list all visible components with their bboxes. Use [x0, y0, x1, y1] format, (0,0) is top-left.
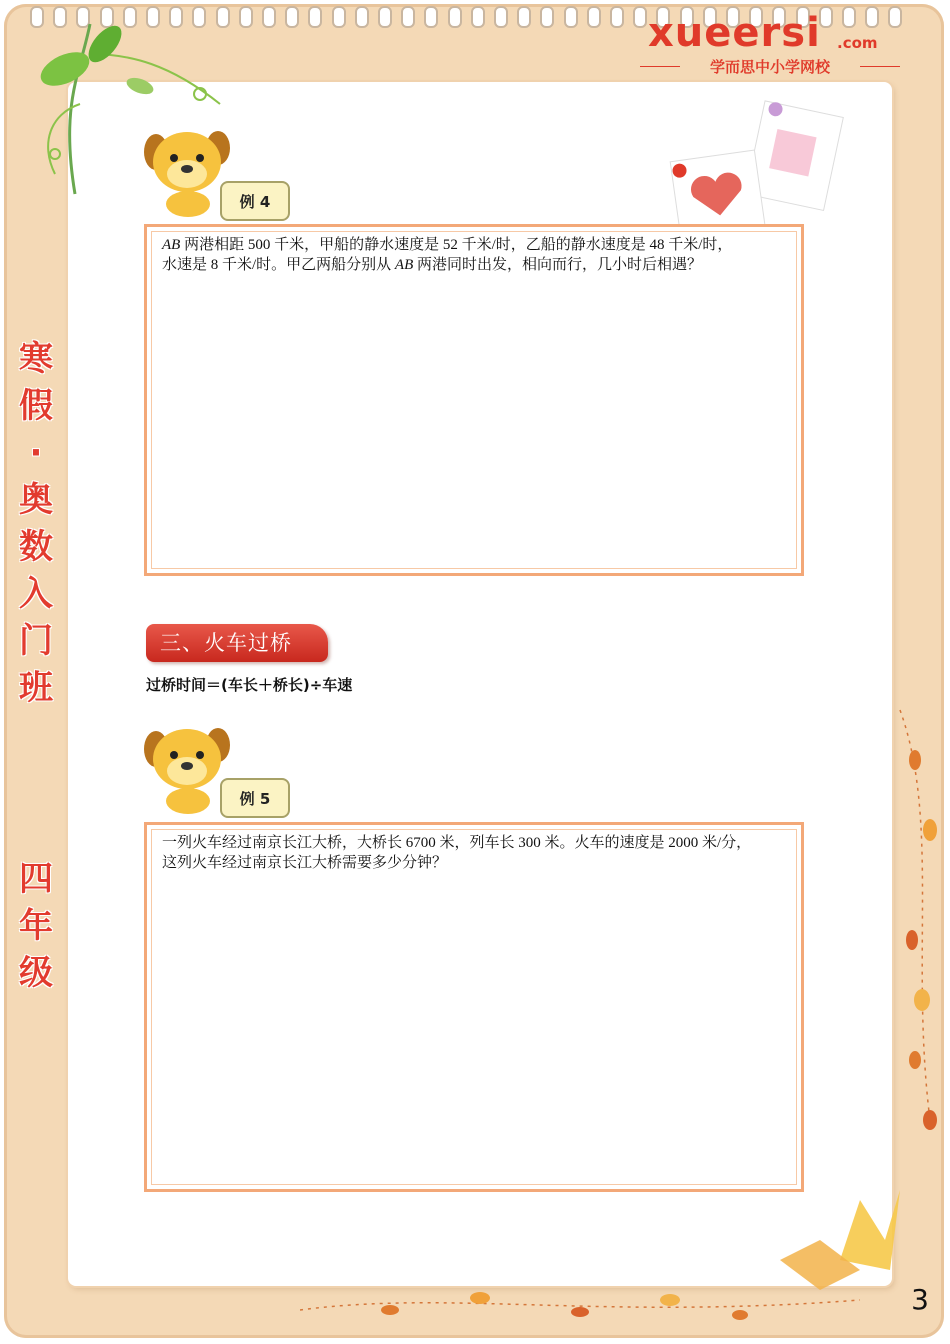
example-5-label: 例 5	[220, 778, 290, 818]
dog-mascot-icon	[142, 721, 232, 816]
xueersi-logo	[640, 6, 910, 76]
binding-ring	[285, 6, 299, 28]
example-4-var-ab-2: AB	[394, 257, 414, 273]
section-heading: 三、火车过桥	[146, 624, 328, 662]
course-title-char: 寒	[19, 339, 53, 379]
mascot-example-4	[142, 124, 292, 224]
grade-char: 级	[19, 953, 53, 993]
binding-ring	[308, 6, 322, 28]
course-title-char: 假	[19, 386, 53, 426]
binding-ring	[448, 6, 462, 28]
logo-suffix: .com	[837, 34, 878, 52]
course-title-char: 班	[19, 668, 53, 708]
grade-char: 四	[19, 859, 53, 899]
bridge-formula: 过桥时间＝(车长＋桥长)÷车速	[146, 676, 353, 694]
example-4-label: 例 4	[220, 181, 290, 221]
binding-ring	[332, 6, 346, 28]
binding-ring	[517, 6, 531, 28]
logo-wordmark: xueersi	[648, 10, 821, 56]
grade-char: 年	[19, 906, 53, 946]
binding-ring	[471, 6, 485, 28]
pinned-notes-decoration	[664, 96, 844, 236]
binding-ring	[355, 6, 369, 28]
course-title-char: 门	[19, 621, 53, 661]
example-4-inner-border	[151, 231, 797, 569]
course-title-char: 奥	[19, 480, 53, 520]
binding-ring	[262, 6, 276, 28]
logo-subtitle: 学而思中小学网校	[709, 58, 830, 76]
binding-ring	[494, 6, 508, 28]
autumn-leaves-decoration	[300, 700, 950, 1340]
example-4-var-ab: AB	[162, 237, 181, 253]
binding-ring	[401, 6, 415, 28]
binding-ring	[540, 6, 554, 28]
course-title-char: 入	[19, 574, 53, 614]
binding-ring	[378, 6, 392, 28]
example-4-line2-pre: 水速是 8 千米/时。甲乙两船分别从	[162, 257, 395, 273]
example-4-box	[144, 224, 804, 576]
dog-mascot-icon	[142, 124, 232, 219]
binding-ring	[610, 6, 624, 28]
example-4-problem	[162, 235, 793, 275]
course-title-char: 数	[19, 527, 53, 567]
logo-rule-right	[860, 66, 900, 67]
example-4-line1: 两港相距 500 千米，甲船的静水速度是 52 千米/时，乙船的静水速度是 48 千米/时，	[180, 237, 733, 253]
binding-ring	[239, 6, 253, 28]
sidebar-grade	[14, 856, 58, 997]
sidebar-course-title	[14, 336, 58, 712]
course-title-char: ·	[29, 433, 43, 473]
binding-ring	[587, 6, 601, 28]
binding-ring	[564, 6, 578, 28]
page-number: 3	[911, 1283, 929, 1316]
mascot-example-5	[142, 721, 292, 821]
example-5-line1: 一列火车经过南京长江大桥，大桥长 6700 米，列车长 300 米。火车的速度是 2000 米/分，	[162, 835, 752, 851]
example-4-line2-post: 两港同时出发，相向而行，几小时后相遇？	[413, 257, 703, 273]
example-5-line2: 这列火车经过南京长江大桥需要多少分钟？	[162, 855, 448, 871]
binding-ring	[424, 6, 438, 28]
